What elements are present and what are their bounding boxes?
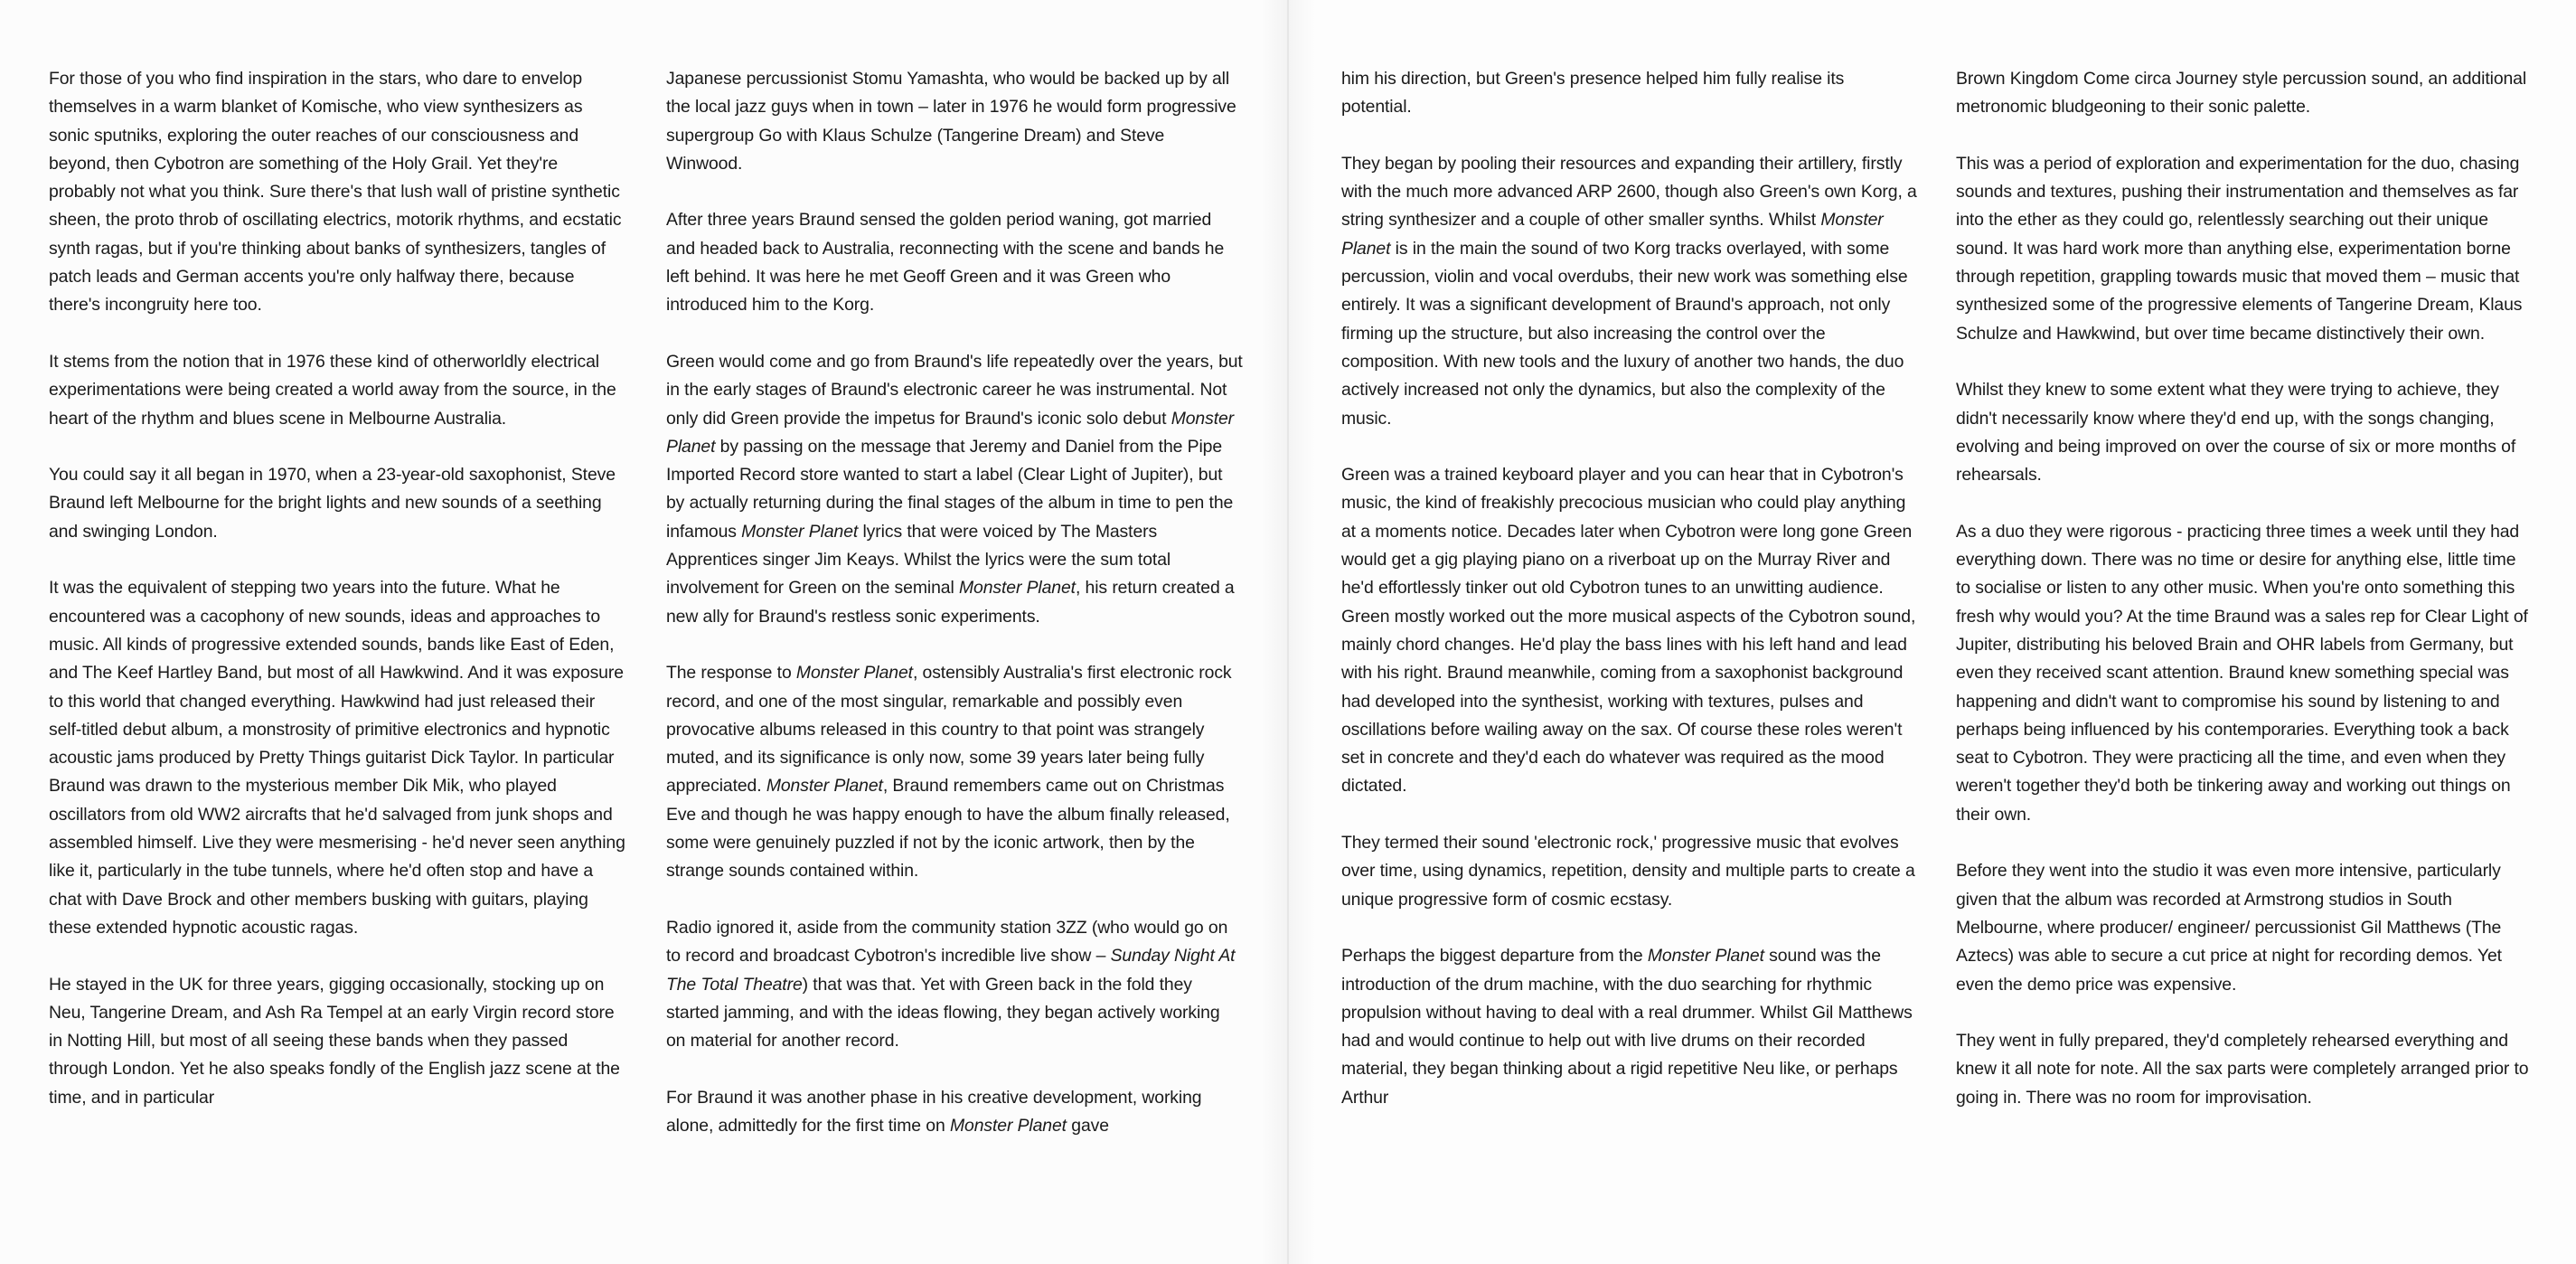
- show-title: Sunday Night At The Total Theatre: [666, 946, 1236, 995]
- text-column-4: [1956, 65, 2533, 1140]
- paragraph: For Braund it was another phase in his creative development, working alone, admittedly for the first time on Monster Planet gave: [666, 1087, 1202, 1136]
- album-title: Monster Planet: [666, 408, 1235, 457]
- spine-fold: [1287, 0, 1289, 1264]
- paragraph: You could say it all began in 1970, when a 23-year-old saxophonist, Steve Braund left Melbourne for the bright lights and new sounds of a seething and swinging London.: [49, 465, 616, 542]
- paragraph: Brown Kingdom Come circa Journey style percussion sound, an additional metronomic bludgeoning to their sonic palette.: [1956, 69, 2527, 118]
- paragraph: He stayed in the UK for three years, gigging occasionally, stocking up on Neu, Tangerine Dream, and Ash Ra Tempel at an early Virgin record store in Notting Hill, but most of all seeing these bands when they passed through London. Yet he also speaks fondly of the English jazz scene at the time, and in particular: [49, 974, 620, 1108]
- paragraph: Whilst they knew to some extent what they were trying to achieve, they didn't necessarily know where they'd end up, with the songs changing, evolving and being improved on over the course of six or more months of rehearsals.: [1956, 380, 2516, 486]
- album-title: Monster Planet: [795, 663, 913, 684]
- paragraph: This was a period of exploration and experimentation for the duo, chasing sounds and textures, pushing their instrumentation and themselves as far into the ether as they could go, relentlessly searching out their unique sound. It was hard work more than anything else, experimentation borne through repetition, grappling towards music that moved them – music that synthesized some of the progressive elements of Tangerine Dream, Klaus Schulze and Hawkwind, but over time became distinctively their own.: [1956, 153, 2523, 344]
- text-column-2: [666, 65, 1243, 1169]
- paragraph: They went in fully prepared, they'd completely rehearsed everything and knew it all note for note. All the sax parts were completely arranged prior to going in. There was no room for improvisation.: [1956, 1031, 2529, 1108]
- paragraph: Before they went into the studio it was even more intensive, particularly given that the album was recorded at Armstrong studios in South Melbourne, where producer/ engineer/ percussionist Gil Matthews (The Aztecs) was able to secure a cut price at night for recording demos. Yet even the demo price was expensive.: [1956, 861, 2502, 995]
- paragraph: After three years Braund sensed the golden period waning, got married and headed back to Australia, reconnecting with the scene and bands he left behind. It was here he met Geoff Green and it was Green who introduced him to the Korg.: [666, 210, 1225, 316]
- paragraph: Radio ignored it, aside from the community station 3ZZ (who would go on to record and broadcast Cybotron's incredible live show – Sunday Night At The Total Theatre) that was that. Yet with Green back in the fold they started jamming, and with the ideas flowing, they began actively working on material for another record.: [666, 917, 1236, 1052]
- album-title: Monster Planet: [1647, 946, 1764, 967]
- paragraph: Green would come and go from Braund's life repeatedly over the years, but in the early stages of Braund's electronic career he was instrumental. Not only did Green provide the impetus for Braund's iconic solo debut Monster Planet by passing on the message that Jeremy and Daniel from the Pipe Imported Record store wanted to start a label (Clear Light of Jupiter), but by actually returning during the final stages of the album in time to pen the infamous Monster Planet lyrics that were voiced by The Masters Apprentices singer Jim Keays. Whilst the lyrics were the sum total involvement for Green on the seminal Monster Planet, his return created a new ally for Braund's restless sonic experiments.: [666, 351, 1243, 627]
- album-title: Monster Planet: [958, 578, 1076, 599]
- paragraph: Green was a trained keyboard player and you can hear that in Cybotron's music, the kind of freakishly precocious musician who could play anything at a moments notice. Decades later when Cybotron were long gone Green would get a gig playing piano on a riverboat up on the Murray River and he'd effortlessly tinker out old Cybotron tunes to an unwitting audience. Green mostly worked out the more musical aspects of the Cybotron sound, mainly chord changes. He'd play the bass lines with his left hand and lead with his right. Braund meanwhile, coming from a saxophonist background had developed into the synthesist, working with textures, pulses and oscillations before wailing away on the sax. Of course these roles weren't set in concrete and they'd each do whatever was required as the mood dictated.: [1341, 465, 1916, 797]
- paragraph: Japanese percussionist Stomu Yamashta, who would be backed up by all the local jazz guys when in town – later in 1976 he would form progressive supergroup Go with Klaus Schulze (Tangerine Dream) and Steve Winwood.: [666, 69, 1236, 174]
- paragraph: It was the equivalent of stepping two years into the future. What he encountered was a cacophony of new sounds, ideas and approaches to music. All kinds of progressive extended sounds, bands like East of Eden, and The Keef Hartley Band, but most of all Hawkwind. And it was exposure to this world that changed everything. Hawkwind had just released their self-titled debut album, a monstrosity of primitive electronics and hypnotic acoustic jams produced by Pretty Things guitarist Dick Taylor. In particular Braund was drawn to the mysterious member Dik Mik, who played oscillators from old WW2 aircrafts that he'd salvaged from junk shops and assembled himself. Live they were mesmerising - he'd never seen anything like it, particularly in the tube tunnels, where he'd often stop and have a chat with Dave Brock and other members busking with guitars, playing these extended hypnotic acoustic ragas.: [49, 578, 625, 938]
- text-column-3: [1341, 65, 1918, 1140]
- paragraph: For those of you who find inspiration in the stars, who dare to envelop themselves in a warm blanket of Komische, who view synthesizers as sonic sputniks, exploring the outer reaches of our consciousness and beyond, then Cybotron are something of the Holy Grail. Yet they're probably not what you think. Sure there's that lush wall of pristine synthetic sheen, the proto throb of oscillating electrics, motorik rhythms, and ecstatic synth ragas, but if you're thinking about banks of synthesizers, tangles of patch leads and German accents you're only halfway there, because there's incongruity here too.: [49, 69, 622, 316]
- paragraph: They termed their sound 'electronic rock,' progressive music that evolves over time, using dynamics, repetition, density and multiple parts to create a unique progressive form of cosmic ecstasy.: [1341, 833, 1915, 910]
- paragraph: him his direction, but Green's presence helped him fully realise its potential.: [1341, 69, 1845, 118]
- text-column-1: [49, 65, 625, 1140]
- paragraph: They began by pooling their resources and expanding their artillery, firstly with the much more advanced ARP 2600, though also Green's own Korg, a string synthesizer and a couple of other smaller synths. Whilst Monster Planet is in the main the sound of two Korg tracks overlayed, with some percussion, violin and vocal overdubs, their new work was something else entirely. It was a significant development of Braund's approach, not only firming up the structure, but also increasing the control over the composition. With new tools and the luxury of another two hands, the duo actively increased not only the dynamics, but also the complexity of the music.: [1341, 153, 1917, 429]
- album-title: Monster Planet: [741, 521, 859, 542]
- album-title: Monster Planet: [949, 1115, 1067, 1136]
- paragraph: Perhaps the biggest departure from the Monster Planet sound was the introduction of the drum machine, with the duo searching for rhythmic propulsion without having to deal with a real drummer. Whilst Gil Matthews had and would continue to help out with live drums on their recorded material, they began thinking about a rigid repetitive Neu like, or perhaps Arthur: [1341, 946, 1913, 1108]
- album-title: Monster Planet: [766, 776, 883, 797]
- paragraph: As a duo they were rigorous - practicing three times a week until they had everything down. There was no time or desire for anything else, little time to socialise or listen to any other music. When you're onto something this fresh why would you? At the time Braund was a sales rep for Clear Light of Jupiter, distributing his beloved Brain and OHR labels from Germany, but even they received scant attention. Braund knew something special was happening and didn't want to compromise his sound by listening to and perhaps being influenced by his contemporaries. Everything took a back seat to Cybotron. They were practicing all the time, and even when they weren't together they'd both be tinkering away and working out things on their own.: [1956, 521, 2528, 825]
- paragraph: The response to Monster Planet, ostensibly Australia's first electronic rock record, and one of the most singular, remarkable and possibly even provocative albums released in this country to that point was strangely muted, and its significance is only now, some 39 years later being fully appreciated. Monster Planet, Braund remembers came out on Christmas Eve and though he was happy enough to have the album finally released, some were genuinely puzzled if not by the iconic artwork, then by the strange sounds contained within.: [666, 663, 1232, 882]
- album-title: Monster Planet: [1341, 210, 1884, 259]
- paragraph: It stems from the notion that in 1976 these kind of otherworldly electrical experimentations were being created a world away from the source, in the heart of the rhythm and blues scene in Melbourne Australia.: [49, 351, 616, 429]
